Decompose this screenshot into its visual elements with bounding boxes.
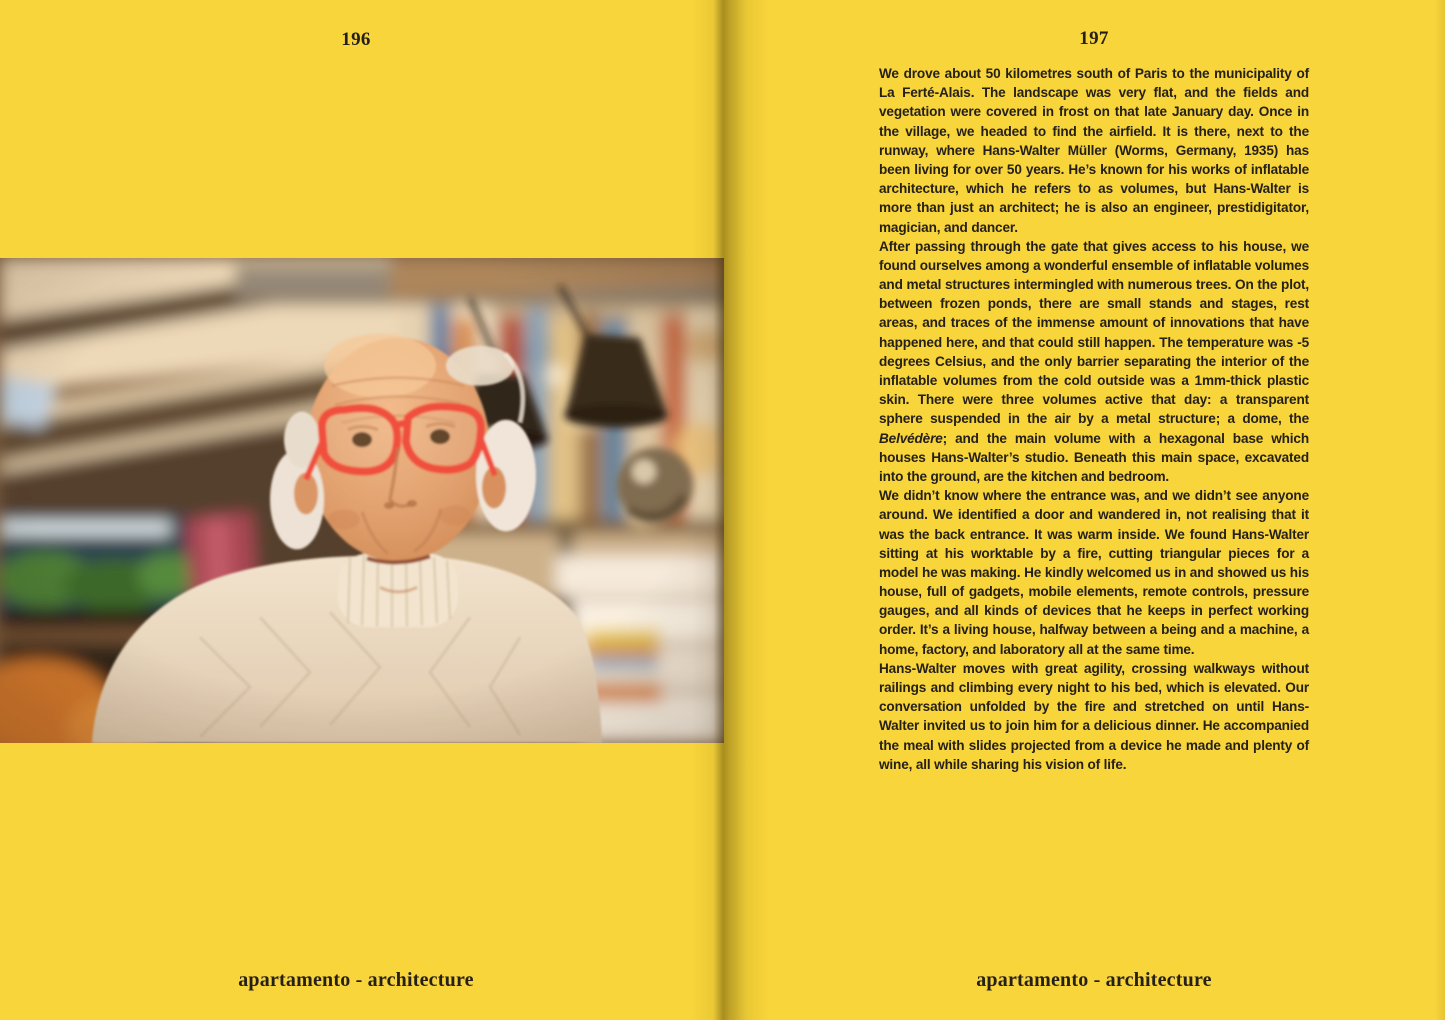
article-text <box>879 64 1309 774</box>
footer-left: apartamento - architecture <box>238 969 474 991</box>
page-number-right: 197 <box>1079 28 1109 49</box>
page-number-left: 196 <box>341 29 371 50</box>
page-edge-shadow <box>1435 0 1445 1020</box>
footer-right: apartamento - architecture <box>976 969 1212 991</box>
portrait-photo <box>0 258 724 743</box>
article-paragraph: We drove about 50 kilometres south of Paris to the municipality of La Ferté-Alais. The landscape was very flat, and the fields and vegetation were covered in frost on that late January day. Once in the village, we headed to find the airfield. It is there, next to the runway, where Hans-Walter Müller (Worms, Germany, 1935) has been living for over 50 years. He’s known for his works of inflatable architecture, which he refers to as volumes, but Hans-Walter is more than just an architect; he is also an engineer, prestidigitator, magician, and dancer. <box>879 66 1309 235</box>
article-paragraph: After passing through the gate that gives access to his house, we found ourselves among a wonderful ensemble of inflatable volumes and metal structures intermingled with numerous trees. On the plot, between frozen ponds, there are small stands and stages, rest areas, and traces of the immense amount of innovations that have happened here, and that could still happen. The temperature was -5 degrees Celsius, and the only barrier separating the interior of the inflatable volumes from the cold outside was a 1mm-thick plastic skin. There were three volumes active that day: a transparent sphere suspended in the air by a metal structure; a dome, the Belvédère; and the main volume with a hexagonal base which houses Hans-Walter’s studio. Beneath this main space, excavated into the ground, are the kitchen and bedroom. <box>879 238 1309 484</box>
portrait-photo-illustration <box>0 258 724 743</box>
article-paragraph: We didn’t know where the entrance was, and we didn’t see anyone around. We identified a door and wandered in, not realising that it was the back entrance. It was warm inside. We found Hans-Walter sitting at his worktable by a fire, cutting triangular pieces for a model he was making. He kindly welcomed us in and showed us his house, full of gadgets, mobile elements, remote controls, pressure gauges, and all kinds of devices that he keeps in perfect working order. It’s a living house, halfway between a being and a machine, a home, factory, and laboratory all at the same time. <box>879 488 1309 657</box>
article-paragraph: Hans-Walter moves with great agility, crossing walkways without railings and climbing every night to his bed, which is elevated. Our conversation unfolded by the fire and stretched on until Hans-Walter invited us to join him for a delicious dinner. He accompanied the meal with slides projected from a device he made and plenty of wine, all while sharing his vision of life. <box>879 660 1309 772</box>
